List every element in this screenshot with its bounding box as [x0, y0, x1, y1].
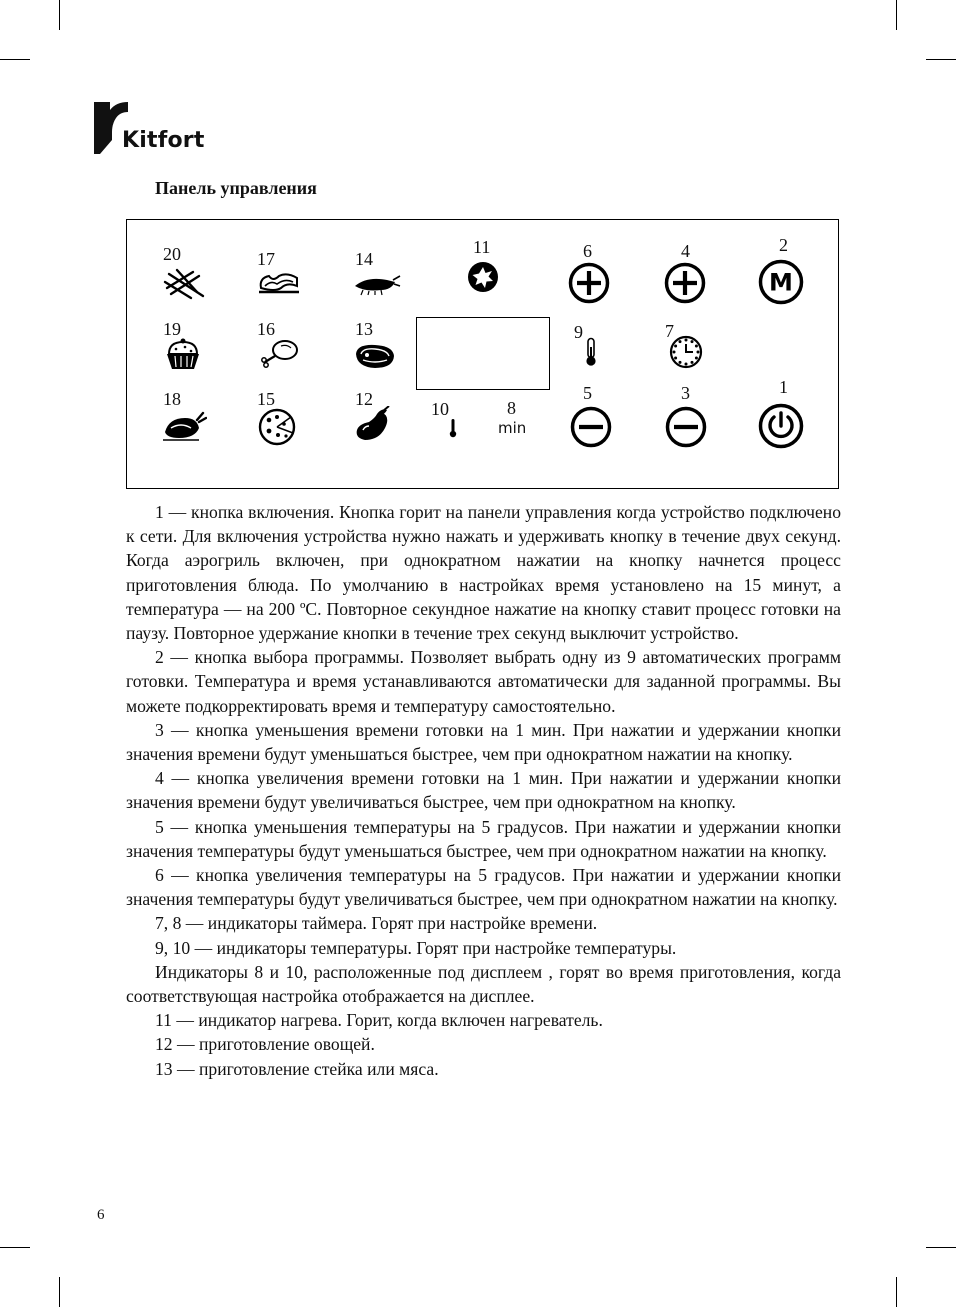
paragraph: 13 — приготовление стейка или мяса. [155, 1058, 439, 1079]
callout-19: 19 [163, 319, 181, 339]
paragraph: 2 — кнопка выбора программы. Позволяет выбрать одну из 9 автоматических программ готовки. Температура и время устанавливаются автоматически для заданной программы. Вы можете подкорректировать время и температуру самостоятельно. [126, 647, 841, 716]
fries-icon [163, 266, 207, 300]
callout-16: 16 [257, 319, 275, 339]
crop-mark [926, 1247, 956, 1248]
paragraph: 4 — кнопка увеличения времени готовки на 1 мин. При нажатии и удержании кнопки значения времени будут увеличиваться быстрее, чем при однократном на кнопку. [126, 768, 841, 813]
menu-button-letter: M [769, 268, 793, 297]
steak-icon [353, 342, 397, 372]
crop-mark [896, 1277, 897, 1307]
callout-17: 17 [257, 249, 275, 269]
time-minus-button[interactable] [664, 405, 708, 449]
menu-program-button[interactable] [757, 258, 805, 306]
paragraph: 6 — кнопка увеличения температуры на 5 градусов. При нажатии и удержании кнопки значения температуры будут увеличиваться быстрее, чем при однократном нажатии на кнопку. [126, 865, 841, 910]
callout-1: 1 [779, 377, 788, 397]
bacon-icon [257, 270, 301, 296]
drumstick-icon [259, 338, 299, 368]
paragraph: 5 — кнопка уменьшения температуры на 5 градусов. При нажатии и удержании кнопки значения температуры будут уменьшаться быстрее, чем при однократном нажатии на кнопку. [126, 816, 841, 861]
timer-indicator-icon [668, 334, 704, 370]
temperature-indicator-small-icon [448, 418, 458, 438]
paragraph: 7, 8 — индикаторы таймера. Горят при настройке времени. [155, 913, 598, 934]
callout-5: 5 [583, 383, 592, 403]
description-text [126, 500, 841, 1081]
paragraph: 11 — индикатор нагрева. Горит, когда включен нагреватель. [155, 1010, 603, 1031]
callout-11: 11 [473, 237, 491, 257]
callout-10: 10 [431, 399, 449, 419]
time-plus-button[interactable] [663, 261, 707, 305]
callout-14: 14 [355, 249, 373, 269]
callout-3: 3 [681, 383, 690, 403]
shrimp-icon [351, 274, 401, 296]
chicken-icon [161, 410, 207, 442]
timer-indicator-min-label: min [498, 419, 527, 437]
crop-mark [0, 1247, 30, 1248]
heating-indicator-icon [466, 260, 500, 294]
temperature-minus-button[interactable] [569, 405, 613, 449]
crop-mark [896, 0, 897, 30]
callout-8: 8 [507, 398, 516, 418]
pizza-icon [257, 407, 297, 447]
callout-7: 7 [665, 321, 674, 341]
page-number: 6 [97, 1207, 105, 1223]
cupcake-icon [163, 338, 203, 372]
paragraph: 9, 10 — индикаторы температуры. Горят при настройке температуры. [155, 937, 677, 958]
crop-mark [59, 1277, 60, 1307]
callout-12: 12 [355, 389, 373, 409]
paragraph: 3 — кнопка уменьшения времени готовки на 1 мин. При нажатии и удержании кнопки значения времени будут уменьшаться быстрее, чем при однократном нажатии на кнопку. [126, 719, 841, 765]
temperature-plus-button[interactable] [567, 261, 611, 305]
crop-mark [59, 0, 60, 30]
brand-name: Kitfort [122, 128, 205, 153]
power-button[interactable] [757, 402, 805, 450]
control-panel-diagram [126, 219, 839, 489]
callout-4: 4 [681, 241, 690, 261]
callout-9: 9 [574, 322, 583, 342]
section-title: Панель управления [155, 178, 317, 198]
digital-display [416, 317, 550, 390]
callout-20: 20 [163, 244, 181, 264]
paragraph: 12 — приготовление овощей. [155, 1034, 375, 1055]
callout-15: 15 [257, 389, 275, 409]
paragraph: 1 — кнопка включения. Кнопка горит на панели управления когда устройство подключено к сети. Для включения устройства нужно нажать и удерживать кнопку в течение двух секунд. Когда аэрогриль включен, при однократном нажатии на кнопку начнется процесс приготовления блюда. По умолчанию в настройках время установлено на 15 минут, а температура — на 200 ºС. Повторное секундное нажатие на кнопку ставит процесс готовки на паузу. Повторное удержание кнопки в течение трех секунд выключит устройство. [126, 502, 841, 644]
temperature-indicator-icon [584, 337, 598, 367]
callout-13: 13 [355, 319, 373, 339]
paragraph: Индикаторы 8 и 10, расположенные под дисплеем , горят во время приготовления, когда соответствующая настройка отображается на дисплее. [126, 961, 841, 1007]
callout-2: 2 [779, 235, 788, 255]
callout-18: 18 [163, 389, 181, 409]
eggplant-icon [353, 406, 393, 442]
crop-mark [0, 59, 30, 60]
crop-mark [926, 59, 956, 60]
callout-6: 6 [583, 241, 592, 261]
